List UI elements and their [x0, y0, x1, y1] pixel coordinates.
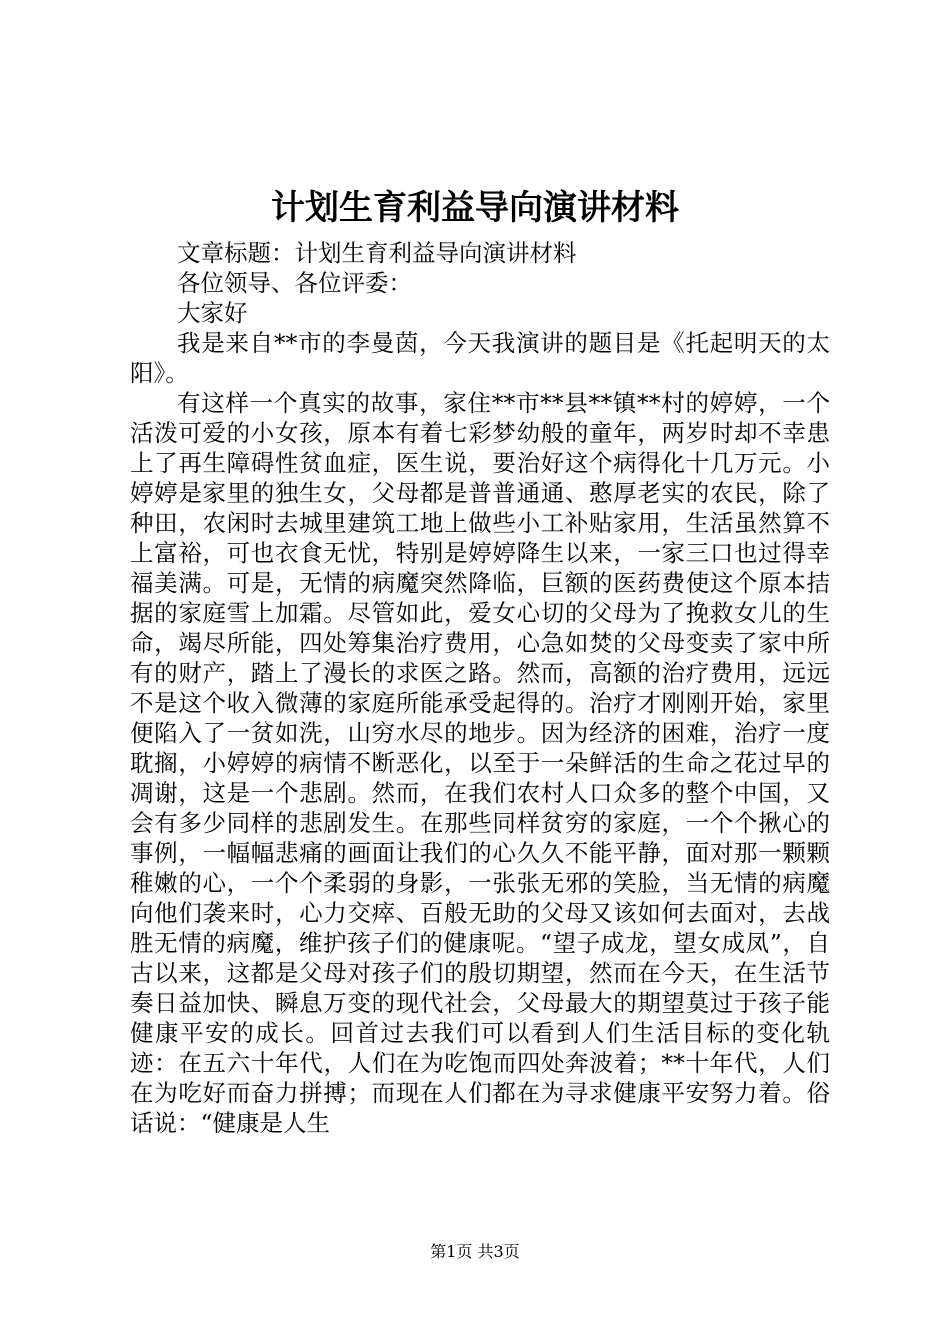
article-title-line: 文章标题：计划生育利益导向演讲材料: [177, 239, 577, 267]
salutation: 各位领导、各位评委：: [177, 269, 412, 297]
story-paragraph: 有这样一个真实的故事，家住**市**县**镇**村的婷婷，一个活泼可爱的小女孩，原本有着七彩梦幼般的童年，两岁时却不幸患上了再生障碍性贫血症，医生说，要治好这个病得化十几万元。小婷婷是家里的独生女，父母都是普普通通、憨厚老实的农民，除了种田，农闲时去城里建筑工地上做些小工补贴家用，生活虽然算不上富裕，可也衣食无忧，特别是婷婷降生以来，一家三口也过得幸福美满。可是，无情的病魔突然降临，巨额的医药费使这个原本拮据的家庭雪上加霜。尽管如此，爱女心切的父母为了挽救女儿的生命，竭尽所能，四处筹集治疗费用，心急如焚的父母变卖了家中所有的财产，踏上了漫长的求医之路。然而，高额的治疗费用，远远不是这个收入微薄的家庭所能承受起得的。治疗才刚刚开始，家里便陷入了一贫如洗，山穷水尽的地步。因为经济的困难，治疗一度耽搁，小婷婷的病情不断恶化，以至于一朵鲜活的生命之花过早的凋谢，这是一个悲剧。然而，在我们农村人口众多的整个中国，又会有多少同样的悲剧发生。在那些同样贫穷的家庭，一个个揪心的事例，一幅幅悲痛的画面让我们的心久久不能平静，面对那一颗颗稚嫩的心，一个个柔弱的身影，一张张无邪的笑脸，当无情的病魔向他们袭来时，心力交瘁、百般无助的父母又该如何去面对，去战胜无情的病魔，维护孩子们的健康呢。“望子成龙，望女成凤”，自古以来，这都是父母对孩子们的殷切期望，然而在今天，在生活节奏日益加快、瞬息万变的现代社会，父母最大的期望莫过于孩子能健康平安的成长。回首过去我们可以看到人们生活目标的变化轨迹：在五六十年代，人们在为吃饱而四处奔波着；**十年代，人们在为吃好而奋力拼搏；而现在人们都在为寻求健康平安努力着。俗话说：“健康是人生: [130, 389, 830, 1137]
page-number: 第1页 共3页: [430, 1242, 520, 1261]
greeting: 大家好: [177, 299, 248, 327]
document-title: 计划生育利益导向演讲材料: [271, 188, 679, 228]
document-body: [130, 238, 830, 1138]
introduction-paragraph: 我是来自**市的李曼茵，今天我演讲的题目是《托起明天的太阳》。: [130, 329, 830, 387]
